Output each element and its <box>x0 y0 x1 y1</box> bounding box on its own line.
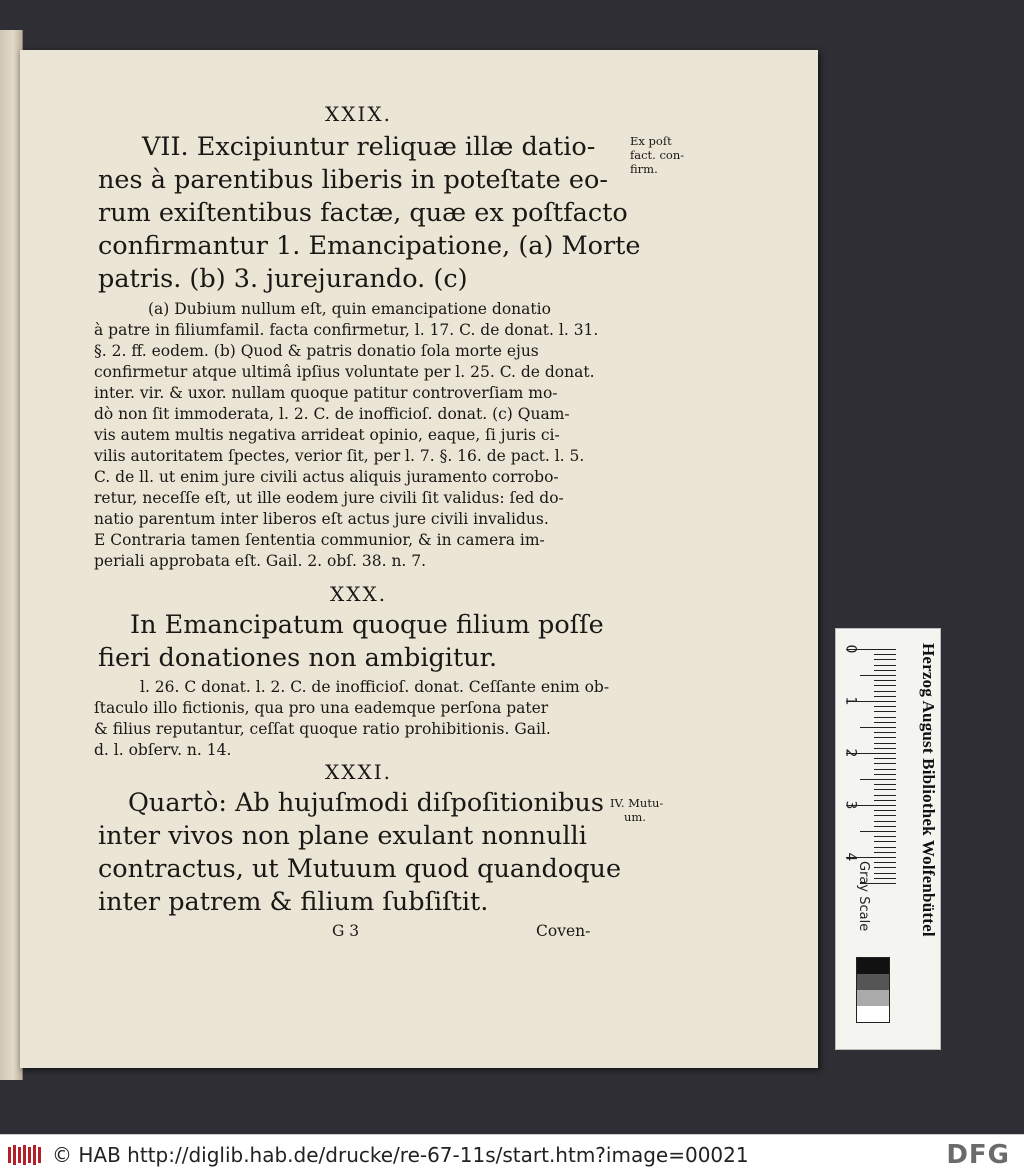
main-line: patris. (b) 3. jurejurando. (c) <box>98 264 468 294</box>
footnote-line: inter. vir. & uxor. nullam quoque patitur controverſiam mo- <box>94 384 558 402</box>
catchword: Coven- <box>536 922 591 940</box>
ruler-tick <box>874 852 896 853</box>
gray-swatches <box>856 957 890 1023</box>
ruler-tick <box>874 847 896 848</box>
ruler-tick <box>860 727 896 728</box>
ruler-tick <box>874 665 896 666</box>
ruler-tick <box>874 878 896 879</box>
ruler-number: 4 <box>842 852 859 862</box>
main-line: inter vivos non plane exulant nonnulli <box>98 821 587 851</box>
ruler-tick <box>874 800 896 801</box>
main-line: In Emancipatum quoque filium poſſe <box>130 610 604 640</box>
footnote-line: ſtaculo illo fictionis, qua pro una eademque perſona pater <box>94 699 549 717</box>
section-heading-xxix: XXIX. <box>325 102 392 126</box>
ruler-number: 1 <box>842 696 859 706</box>
ruler-tick <box>874 769 896 770</box>
gray-swatch <box>857 974 889 990</box>
ruler-tick <box>860 779 896 780</box>
ruler-tick <box>874 862 896 863</box>
ruler-tick <box>874 654 896 655</box>
ruler-tick <box>874 717 896 718</box>
footnote-line: §. 2. ff. eodem. (b) Quod & patris donatio ſola morte ejus <box>94 342 539 360</box>
footnote-line: periali approbata eſt. Gail. 2. obſ. 38. n. 7. <box>94 552 427 570</box>
footnote-line: (a) Dubium nullum eſt, quin emancipatione donatio <box>148 300 551 318</box>
footnote-line: C. de ll. ut enim jure civili actus aliquis juramento corrobo- <box>94 468 559 486</box>
main-line: confirmantur 1. Emancipatione, (a) Morte <box>98 231 641 261</box>
ruler-tick <box>874 706 896 707</box>
ruler-tick <box>874 758 896 759</box>
main-line: inter patrem & filium ſubſiſtit. <box>98 887 489 917</box>
footnote-line: dò non ſit immoderata, l. 2. C. de inofficioſ. donat. (c) Quam- <box>94 405 570 423</box>
institution-label: Herzog August Bibliothek Wolfenbüttel <box>919 643 938 937</box>
ruler-tick <box>860 675 896 676</box>
footnote-line: E Contraria tamen ſententia communior, & in camera im- <box>94 531 545 549</box>
marginal-line: IV. Mutu- <box>610 796 664 810</box>
ruler-tick <box>874 691 896 692</box>
scale-ruler <box>835 628 941 1050</box>
marginal-line: um. <box>624 810 646 824</box>
section-heading-xxx: XXX. <box>330 582 388 606</box>
ruler-tick <box>874 867 896 868</box>
footnote-line: vis autem multis negativa arrideat opinio, eaque, ſi juris ci- <box>94 426 560 444</box>
marginal-line: Ex poſt <box>630 134 672 148</box>
ruler-tick <box>874 873 896 874</box>
dfg-logo: DFG <box>946 1140 1010 1170</box>
ruler-number: 0 <box>842 644 859 654</box>
footnote-line: à patre in filiumfamil. facta confirmetur, l. 17. C. de donat. l. 31. <box>94 321 599 339</box>
footnote-line: natio parentum inter liberos eſt actus jure civili invalidus. <box>94 510 549 528</box>
ruler-tick <box>874 696 896 697</box>
ruler-tick <box>874 680 896 681</box>
marginal-note-1 <box>630 134 684 176</box>
ruler-tick <box>874 732 896 733</box>
ruler-number: 2 <box>842 748 859 758</box>
footnote-line: d. l. obſerv. n. 14. <box>94 741 232 759</box>
source-link[interactable]: http://diglib.hab.de/drucke/re-67-11s/start.htm?image=00021 <box>127 1143 749 1167</box>
ruler-tick <box>874 722 896 723</box>
ruler-tick <box>860 831 896 832</box>
footer-citation <box>52 1143 749 1167</box>
ruler-tick <box>874 711 896 712</box>
main-line: Quartò: Ab hujuſmodi diſpoſitionibus <box>128 788 604 818</box>
signature-mark: G 3 <box>332 922 360 940</box>
ruler-tick <box>874 670 896 671</box>
main-line: VII. Excipiuntur reliquæ illæ datio- <box>142 132 596 162</box>
gray-swatch <box>857 990 889 1006</box>
marginal-note-3 <box>610 796 663 824</box>
ruler-tick <box>874 763 896 764</box>
ruler-tick <box>874 685 896 686</box>
ruler-tick <box>874 810 896 811</box>
main-line: nes à parentibus liberis in poteſtate eo- <box>98 165 608 195</box>
section-heading-xxxi: XXXI. <box>325 760 392 784</box>
main-line: rum exiſtentibus factæ, quæ ex poſtfacto <box>98 198 628 228</box>
ruler-tick <box>874 743 896 744</box>
footnote-line: & filius reputantur, ceſſat quoque ratio prohibitionis. Gail. <box>94 720 551 738</box>
marginal-line: fact. con- <box>630 148 685 162</box>
ruler-tick <box>874 826 896 827</box>
footnote-line: vilis autoritatem ſpectes, verior ſit, per l. 7. §. 16. de pact. l. 5. <box>94 447 585 465</box>
ruler-tick <box>874 841 896 842</box>
footnote-line: retur, neceſſe eſt, ut ille eodem jure civili ſit validus: ſed do- <box>94 489 564 507</box>
ruler-tick <box>874 784 896 785</box>
footer-bar <box>0 1134 1024 1175</box>
ruler-number: 3 <box>842 800 859 810</box>
footnote-line: l. 26. C donat. l. 2. C. de inofficioſ. donat. Ceſſante enim ob- <box>140 678 610 696</box>
gray-scale-label: Gray Scale <box>856 861 871 932</box>
ruler-tick <box>874 815 896 816</box>
ruler-tick <box>874 774 896 775</box>
ruler-tick <box>874 795 896 796</box>
copyright-text: © HAB <box>52 1143 121 1167</box>
book-page <box>20 50 818 1068</box>
ruler-tick <box>874 737 896 738</box>
ruler-tick <box>874 821 896 822</box>
hab-logo-icon <box>6 1143 46 1167</box>
gray-swatch <box>857 958 889 974</box>
ruler-tick <box>874 836 896 837</box>
gray-swatch <box>857 1006 889 1022</box>
ruler-tick <box>874 789 896 790</box>
ruler-tick <box>874 659 896 660</box>
main-line: fieri donationes non ambigitur. <box>98 643 498 673</box>
main-line: contractus, ut Mutuum quod quandoque <box>98 854 622 884</box>
footnote-line: confirmetur atque ultimâ ipſius voluntate per l. 25. C. de donat. <box>94 363 595 381</box>
ruler-tick <box>874 748 896 749</box>
marginal-line: firm. <box>630 162 658 176</box>
